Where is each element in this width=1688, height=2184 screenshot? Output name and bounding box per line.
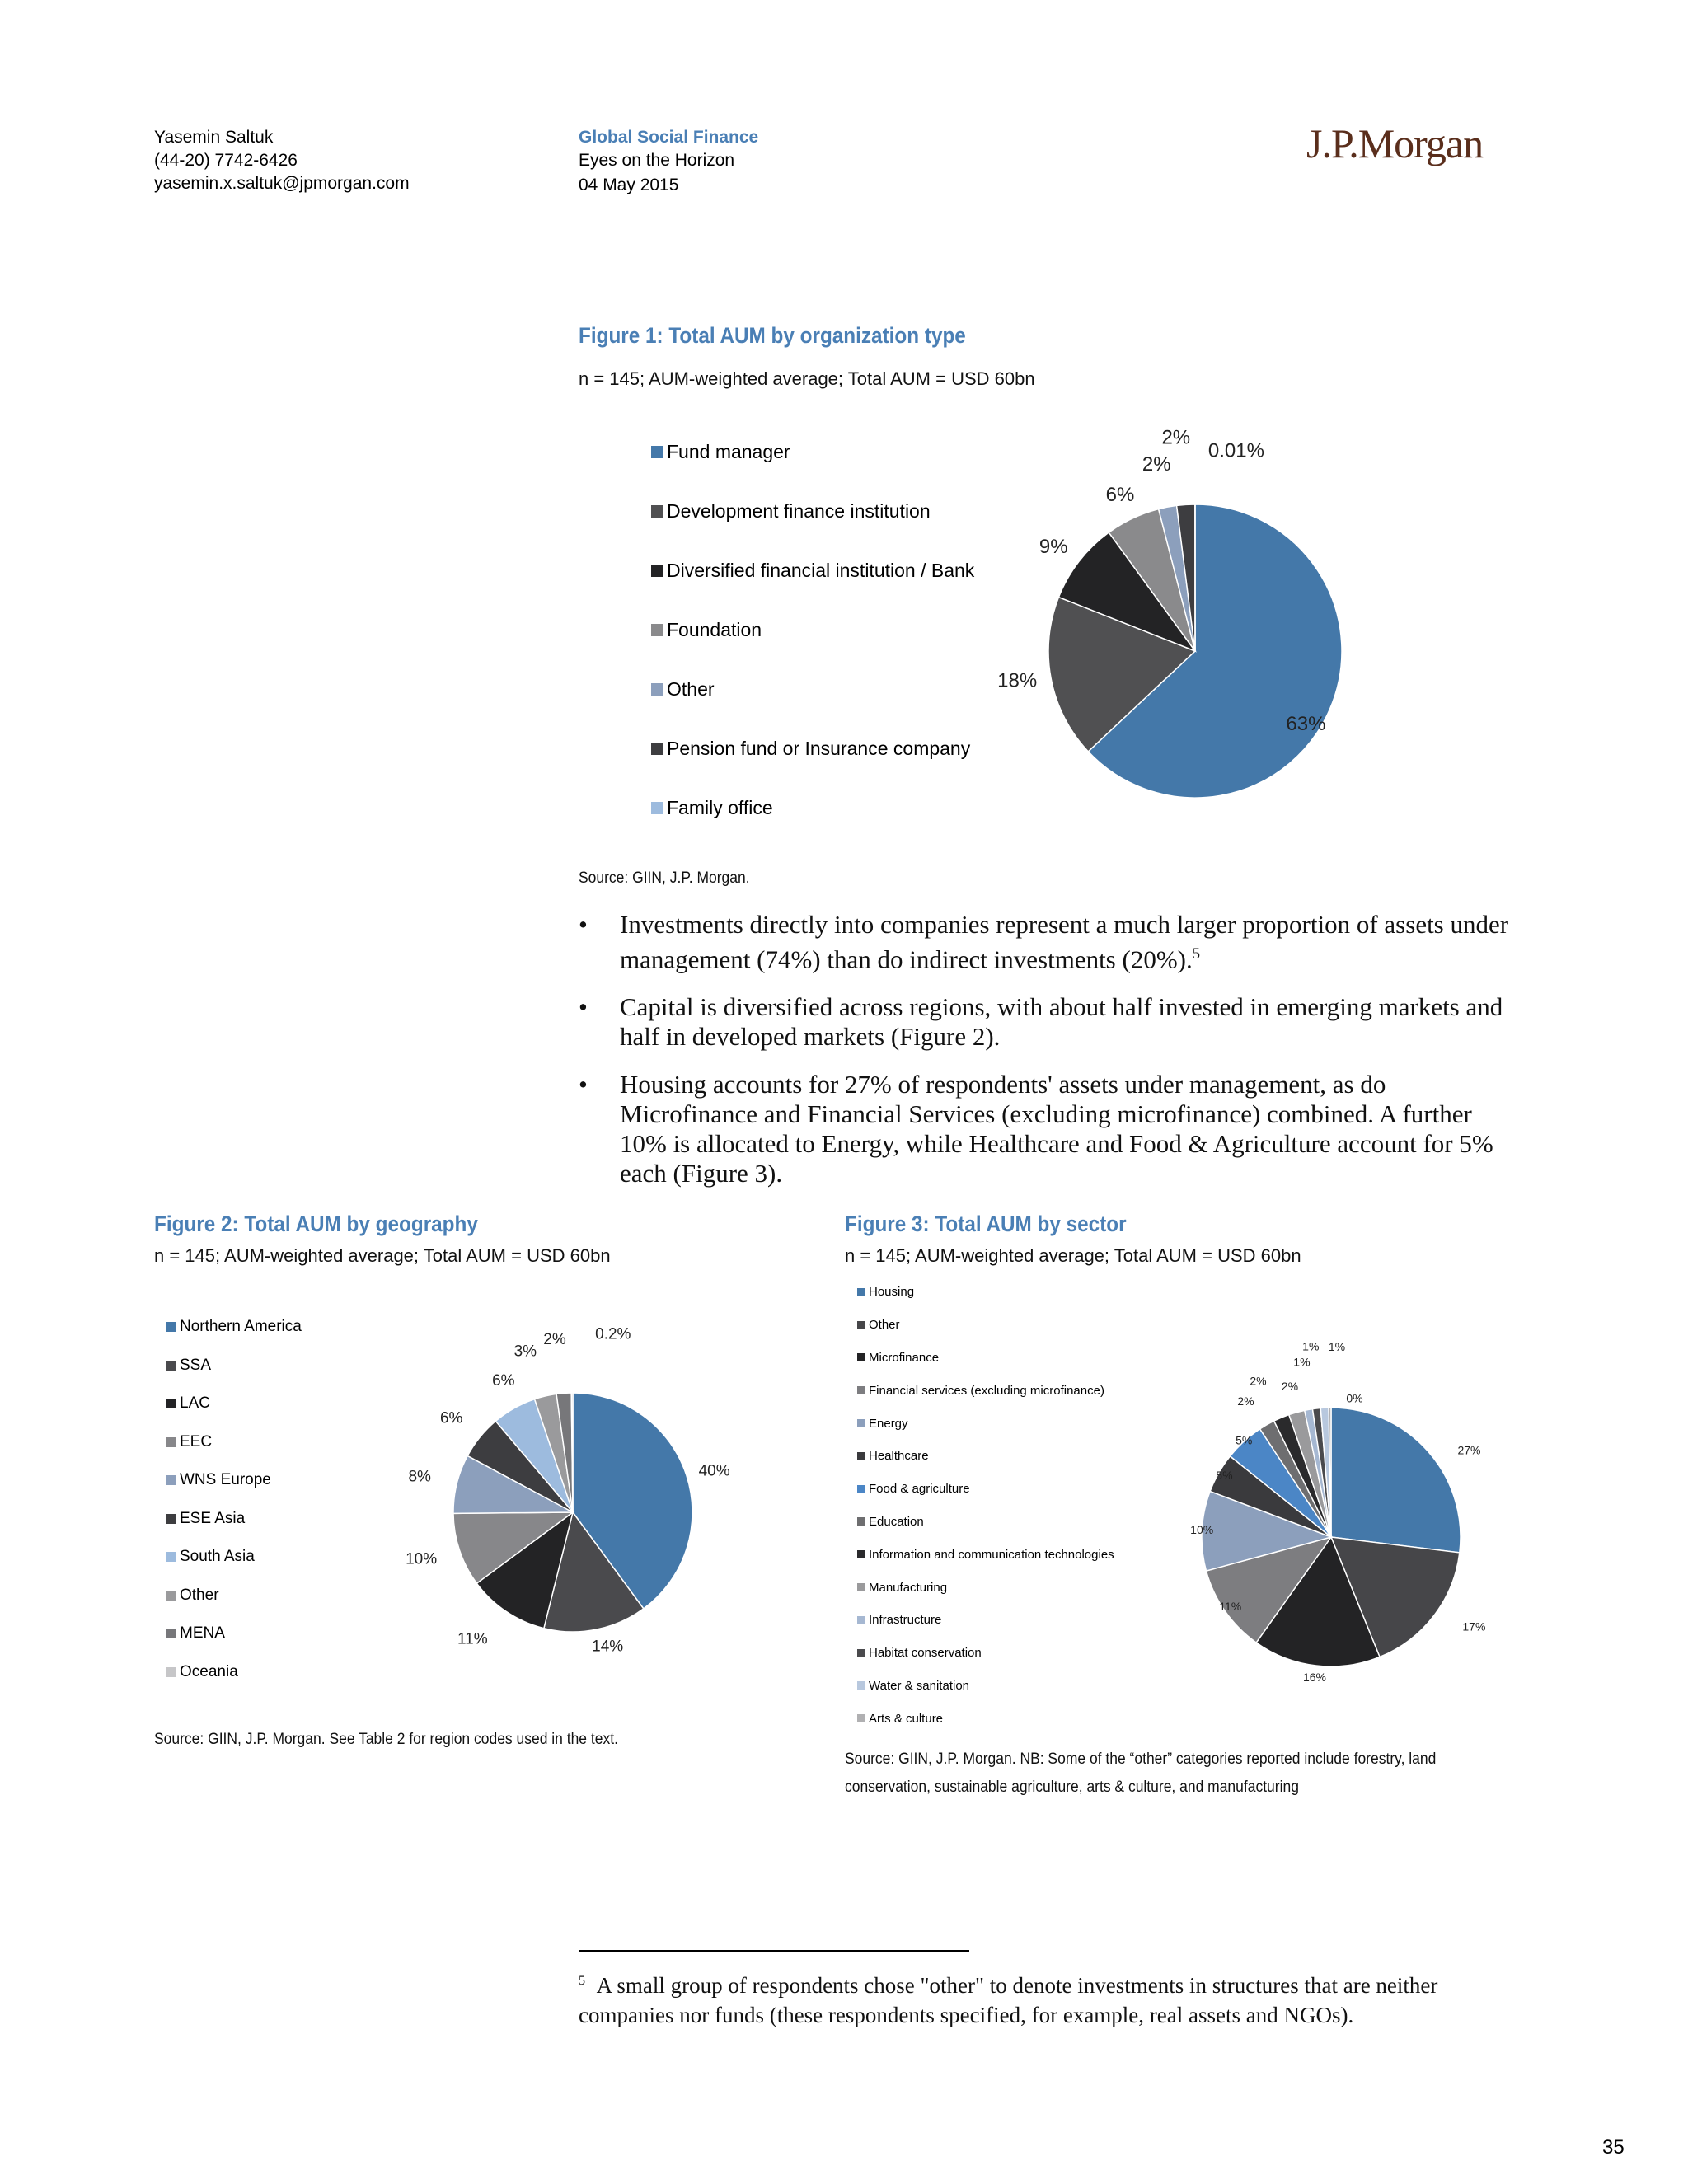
- report-date: 04 May 2015: [579, 176, 679, 194]
- legend-item-healthcare: [857, 1440, 1114, 1473]
- legend-swatch: [857, 1452, 865, 1460]
- legend-swatch: [857, 1485, 865, 1493]
- legend-label: EEC: [180, 1432, 213, 1451]
- legend-swatch: [857, 1419, 865, 1427]
- data-label: 40%: [698, 1462, 730, 1480]
- data-label: 9%: [1039, 535, 1068, 558]
- data-label: 2%: [543, 1330, 566, 1348]
- author-email: yasemin.x.saltuk@jpmorgan.com: [154, 174, 410, 193]
- figure3-title: Figure 3: Total AUM by sector: [845, 1212, 1127, 1236]
- legend-label: Other: [180, 1586, 219, 1604]
- report-series: Global Social Finance: [579, 128, 759, 147]
- bullet-item: [579, 910, 1518, 974]
- legend-label: Water & sanitation: [869, 1678, 969, 1693]
- legend-swatch: [857, 1616, 865, 1624]
- legend-item-oceania: [166, 1653, 302, 1692]
- data-label: 18%: [997, 669, 1038, 692]
- data-label: 11%: [457, 1630, 488, 1648]
- legend-item-other: [857, 1309, 1114, 1342]
- figure3-legend: [857, 1276, 1114, 1735]
- legend-label: LAC: [180, 1394, 210, 1413]
- legend-item-northern-america: [166, 1308, 302, 1347]
- legend-swatch: [651, 802, 663, 814]
- legend-swatch: [651, 565, 663, 577]
- legend-label: Information and communication technologies: [869, 1547, 1114, 1562]
- author-name: Yasemin Saltuk: [154, 128, 274, 147]
- legend-swatch: [166, 1322, 176, 1332]
- legend-swatch: [857, 1517, 865, 1526]
- data-label: 6%: [1105, 484, 1135, 507]
- figure1-subtitle: n = 145; AUM-weighted average; Total AUM = USD 60bn: [579, 368, 1035, 389]
- legend-item-energy: [857, 1407, 1114, 1440]
- legend-item-ssa: [166, 1347, 302, 1385]
- jpmorgan-logo: J.P.Morgan: [1306, 120, 1484, 166]
- legend-swatch: [857, 1288, 865, 1296]
- figure3-subtitle: n = 145; AUM-weighted average; Total AUM = USD 60bn: [845, 1245, 1301, 1266]
- figure3-source-line: Source: GIIN, J.P. Morgan. NB: Some of the “other” categories reported include forestry, land: [845, 1750, 1437, 1768]
- legend-label: Housing: [869, 1285, 915, 1300]
- legend-item-fund-manager: [651, 422, 974, 481]
- legend-label: Development finance institution: [667, 499, 931, 522]
- legend-item-ese-asia: [166, 1500, 302, 1539]
- legend-swatch: [857, 1321, 865, 1329]
- data-label: 10%: [1190, 1523, 1214, 1537]
- legend-label: Habitat conservation: [869, 1646, 982, 1661]
- data-label: 63%: [1286, 712, 1326, 735]
- legend-label: ESE Asia: [180, 1509, 246, 1527]
- legend-label: MENA: [180, 1624, 225, 1643]
- legend-label: WNS Europe: [180, 1471, 271, 1489]
- legend-swatch: [166, 1475, 176, 1485]
- bullet-text: Housing accounts for 27% of respondents' assets under management, as do Microfinance and Financial Services (excluding microfinance) combined. A further 10% is allocated to Energy, while Healthcare and Food & Agriculture account for 5% each (Figure 3).: [620, 1070, 1493, 1188]
- bullet-marker: •: [579, 992, 588, 1022]
- legend-item-other: [166, 1577, 302, 1615]
- legend-swatch: [166, 1552, 176, 1562]
- data-label: 11%: [1219, 1600, 1242, 1614]
- data-label: 1%: [1328, 1340, 1346, 1354]
- legend-item-information-and-communication-technologies: [857, 1538, 1114, 1571]
- data-label: 0.2%: [595, 1327, 631, 1343]
- legend-swatch: [857, 1681, 865, 1690]
- legend-label: Diversified financial institution / Bank: [667, 559, 975, 581]
- legend-label: Microfinance: [869, 1350, 940, 1365]
- data-label: 6%: [439, 1409, 463, 1427]
- legend-label: Healthcare: [869, 1449, 929, 1464]
- data-label: 2%: [1237, 1394, 1254, 1408]
- footnote-ref[interactable]: 5: [1192, 945, 1201, 963]
- legend-swatch: [166, 1437, 176, 1447]
- legend-swatch: [857, 1386, 865, 1394]
- legend-item-pension-fund-or-insurance-company: [651, 719, 974, 778]
- legend-item-lac: [166, 1385, 302, 1423]
- figure2-pie-chart: [396, 1327, 758, 1673]
- legend-label: Fund manager: [667, 440, 790, 462]
- legend-label: SSA: [180, 1356, 212, 1374]
- bullet-marker: •: [579, 910, 588, 939]
- bullet-marker: •: [579, 1070, 588, 1099]
- data-label: 2%: [1161, 426, 1191, 449]
- pie-slice-housing: [1331, 1408, 1461, 1553]
- report-block: [579, 126, 758, 197]
- legend-label: Energy: [869, 1416, 908, 1431]
- legend-label: Northern America: [180, 1318, 302, 1336]
- legend-item-eec: [166, 1423, 302, 1462]
- legend-item-other: [651, 659, 974, 719]
- legend-swatch: [857, 1649, 865, 1657]
- legend-item-financial-services-excluding-microfinance: [857, 1374, 1114, 1407]
- data-label: 10%: [406, 1550, 438, 1568]
- legend-item-foundation: [651, 600, 974, 659]
- legend-item-microfinance: [857, 1342, 1114, 1375]
- legend-item-wns-europe: [166, 1461, 302, 1500]
- author-block: [154, 126, 410, 195]
- legend-item-family-office: [651, 778, 974, 837]
- author-phone: (44-20) 7742-6426: [154, 151, 298, 170]
- legend-label: Financial services (excluding microfinance): [869, 1383, 1104, 1398]
- legend-item-mena: [166, 1615, 302, 1653]
- legend-label: South Asia: [180, 1548, 255, 1566]
- page-number: 35: [1602, 2136, 1625, 2158]
- data-label: 6%: [492, 1372, 515, 1390]
- legend-swatch: [651, 624, 663, 636]
- figure1-legend: [651, 422, 974, 837]
- legend-item-housing: [857, 1276, 1114, 1309]
- legend-item-manufacturing: [857, 1571, 1114, 1604]
- legend-label: Foundation: [667, 618, 762, 640]
- legend-label: Food & agriculture: [869, 1482, 970, 1497]
- data-label: 8%: [408, 1468, 431, 1486]
- legend-item-diversified-financial-institution-bank: [651, 541, 974, 600]
- legend-label: Pension fund or Insurance company: [667, 737, 971, 759]
- data-label: 2%: [1281, 1380, 1299, 1394]
- figure2-source: Source: GIIN, J.P. Morgan. See Table 2 for region codes used in the text.: [154, 1731, 618, 1748]
- legend-swatch: [857, 1714, 865, 1722]
- legend-item-education: [857, 1506, 1114, 1539]
- bullet-text: Investments directly into companies represent a much larger proportion of assets under management (74%) than do indirect investments (20%).: [620, 910, 1509, 974]
- data-label: 1%: [1293, 1355, 1311, 1369]
- figure1-title: Figure 1: Total AUM by organization type: [579, 323, 966, 348]
- figure1-pie-chart: [948, 420, 1401, 816]
- legend-swatch: [166, 1591, 176, 1601]
- legend-swatch: [651, 743, 663, 755]
- data-label: 5%: [1216, 1468, 1233, 1482]
- footnote-divider: [579, 1950, 969, 1952]
- figure2-title: Figure 2: Total AUM by geography: [154, 1212, 478, 1236]
- legend-label: Education: [869, 1514, 924, 1529]
- data-label: 2%: [1142, 453, 1171, 476]
- data-label: 2%: [1250, 1374, 1267, 1388]
- legend-item-infrastructure: [857, 1604, 1114, 1637]
- legend-label: Arts & culture: [869, 1711, 944, 1726]
- data-label: 5%: [1236, 1433, 1253, 1447]
- legend-swatch: [857, 1353, 865, 1361]
- figure3-pie-chart: [1154, 1319, 1517, 1698]
- legend-swatch: [651, 446, 663, 458]
- footnote-text: A small group of respondents chose "other" to denote investments in structures that are neither companies nor funds (these respondents specified, for example, real assets and NGOs).: [579, 1973, 1438, 2027]
- data-label: 0.01%: [1207, 439, 1264, 462]
- bullet-item: [579, 992, 1518, 1052]
- legend-label: Infrastructure: [869, 1613, 942, 1628]
- legend-swatch: [166, 1361, 176, 1371]
- legend-label: Other: [869, 1318, 900, 1333]
- legend-item-food-agriculture: [857, 1473, 1114, 1506]
- data-label: 16%: [1302, 1671, 1327, 1685]
- legend-swatch: [651, 505, 663, 518]
- legend-item-water-sanitation: [857, 1670, 1114, 1703]
- bullet-list: [579, 910, 1518, 1207]
- data-label: 17%: [1462, 1619, 1486, 1633]
- figure3-source-line: conservation, sustainable agriculture, arts & culture, and manufacturing: [845, 1779, 1299, 1796]
- legend-item-habitat-conservation: [857, 1637, 1114, 1670]
- legend-swatch: [166, 1629, 176, 1638]
- figure3-source: [845, 1746, 1436, 1802]
- legend-item-development-finance-institution: [651, 481, 974, 541]
- data-label: 14%: [592, 1638, 624, 1656]
- legend-label: Oceania: [180, 1662, 238, 1680]
- bullet-item: [579, 1070, 1518, 1188]
- legend-swatch: [166, 1399, 176, 1408]
- data-label: 0%: [1346, 1391, 1363, 1405]
- report-title: Eyes on the Horizon: [579, 151, 735, 170]
- figure2-legend: [166, 1308, 302, 1691]
- legend-swatch: [651, 683, 663, 696]
- legend-item-arts-culture: [857, 1702, 1114, 1735]
- legend-label: Family office: [667, 796, 773, 818]
- figure2-subtitle: n = 145; AUM-weighted average; Total AUM = USD 60bn: [154, 1245, 611, 1266]
- footnote: [579, 1966, 1526, 2030]
- data-label: 27%: [1457, 1443, 1481, 1457]
- figure1-source: Source: GIIN, J.P. Morgan.: [579, 869, 750, 887]
- legend-label: Manufacturing: [869, 1580, 948, 1595]
- data-label: 3%: [513, 1343, 537, 1361]
- data-label: 1%: [1302, 1339, 1320, 1353]
- legend-swatch: [857, 1583, 865, 1591]
- legend-swatch: [166, 1514, 176, 1524]
- legend-label: Other: [667, 677, 715, 700]
- legend-swatch: [166, 1667, 176, 1677]
- bullet-text: Capital is diversified across regions, with about half invested in emerging markets and half in developed markets (Figure 2).: [620, 992, 1503, 1052]
- footnote-mark: 5: [579, 1973, 586, 1988]
- legend-swatch: [857, 1550, 865, 1558]
- legend-item-south-asia: [166, 1538, 302, 1577]
